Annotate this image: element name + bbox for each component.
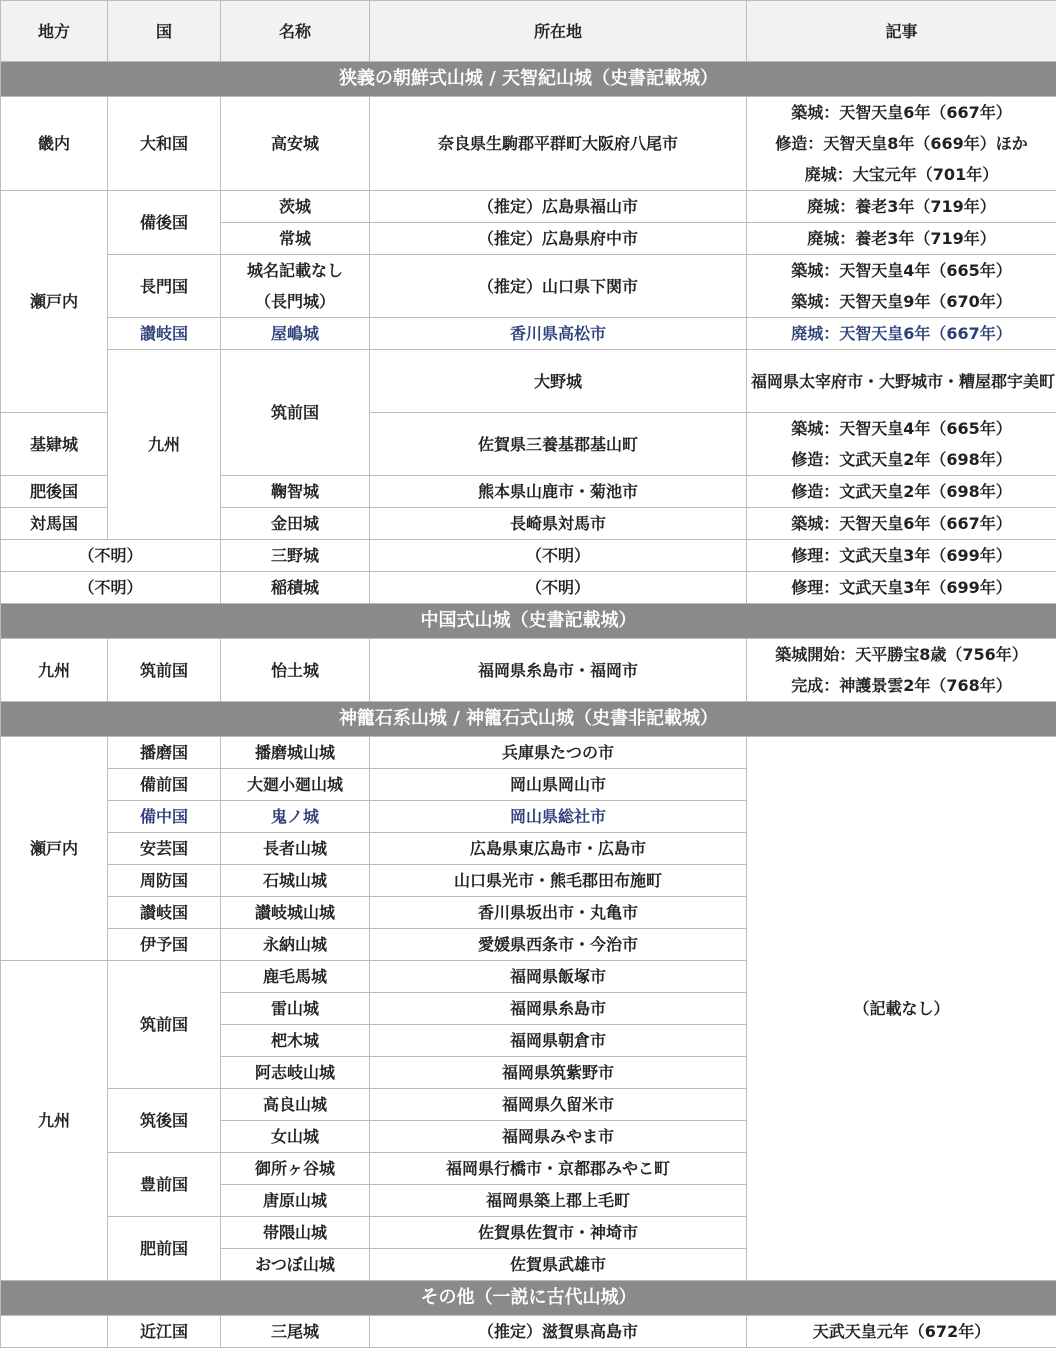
location-cell: 佐賀県三養基郡基山町 — [370, 413, 747, 476]
record-cell: 修造：文武天皇2年（698年） — [747, 476, 1056, 508]
location-cell: （不明） — [370, 572, 747, 604]
castle-name-link[interactable]: 屋嶋城 — [221, 318, 370, 350]
section-header — [1, 702, 1056, 737]
record-line: 廃城：大宝元年（701年） — [751, 159, 1052, 190]
castle-name-cell: 三野城 — [221, 540, 370, 572]
record-cell — [747, 413, 1056, 476]
record-cell: 修理：文武天皇3年（699年） — [747, 572, 1056, 604]
province-cell: 筑前国 — [221, 350, 370, 476]
record-cell: 築城：天智天皇6年（667年） — [747, 508, 1056, 540]
region-cell: 瀬戸内 — [1, 737, 108, 961]
region-cell: 畿内 — [1, 97, 108, 191]
table-row[interactable] — [1, 318, 1056, 350]
region-cell: 九州 — [108, 350, 221, 540]
location-cell: 福岡県築上郡上毛町 — [370, 1185, 747, 1217]
section-title-kogoishi: 神籠石系山城 / 神籠石式山城（史書非記載城） — [1, 702, 1056, 737]
province-cell: 筑前国 — [108, 961, 221, 1089]
castle-name-cell: 高安城 — [221, 97, 370, 191]
castle-name-cell: 怡土城 — [221, 639, 370, 702]
castle-name-cell: 金田城 — [221, 508, 370, 540]
castle-name-cell: 茨城 — [221, 191, 370, 223]
castle-name-cell: 阿志岐山城 — [221, 1057, 370, 1089]
location-cell: （不明） — [370, 540, 747, 572]
castle-name-cell: 女山城 — [221, 1121, 370, 1153]
location-cell: （推定）広島県福山市 — [370, 191, 747, 223]
table-row — [1, 350, 1056, 413]
province-cell: 伊予国 — [108, 929, 221, 961]
table-row — [1, 1316, 1056, 1348]
record-line: 築城開始：天平勝宝8歳（756年） — [751, 639, 1052, 670]
province-link[interactable]: 讃岐国 — [108, 318, 221, 350]
table-row — [1, 97, 1056, 191]
region-cell: 九州 — [1, 961, 108, 1281]
location-cell: 福岡県みやま市 — [370, 1121, 747, 1153]
location-cell: 福岡県糸島市 — [370, 993, 747, 1025]
header-record: 記事 — [747, 1, 1056, 62]
castle-name-line: （長門城） — [225, 286, 365, 317]
location-cell: 福岡県糸島市・福岡市 — [370, 639, 747, 702]
castle-name-cell: 雷山城 — [221, 993, 370, 1025]
table-row — [1, 540, 1056, 572]
castle-name-cell: 御所ヶ谷城 — [221, 1153, 370, 1185]
province-cell: 肥前国 — [108, 1217, 221, 1281]
record-line: 完成：神護景雲2年（768年） — [751, 670, 1052, 701]
record-cell: 廃城：養老3年（719年） — [747, 191, 1056, 223]
castle-name-cell: 大野城 — [370, 350, 747, 413]
section-header — [1, 604, 1056, 639]
castle-name-cell: 高良山城 — [221, 1089, 370, 1121]
section-title-chinese-style: 中国式山城（史書記載城） — [1, 604, 1056, 639]
section-title-other: その他（一説に古代山城） — [1, 1281, 1056, 1316]
location-cell: 山口県光市・熊毛郡田布施町 — [370, 865, 747, 897]
record-cell: 廃城：養老3年（719年） — [747, 223, 1056, 255]
province-cell: 播磨国 — [108, 737, 221, 769]
table-row — [1, 737, 1056, 769]
location-cell: 広島県東広島市・広島市 — [370, 833, 747, 865]
location-cell: 奈良県生駒郡平群町大阪府八尾市 — [370, 97, 747, 191]
castle-name-cell: 長者山城 — [221, 833, 370, 865]
location-cell: 長崎県対馬市 — [370, 508, 747, 540]
table-row — [1, 572, 1056, 604]
record-line: 修造：文武天皇2年（698年） — [751, 444, 1052, 475]
table-row — [1, 191, 1056, 223]
location-cell: （推定）山口県下関市 — [370, 255, 747, 318]
location-cell: 佐賀県武雄市 — [370, 1249, 747, 1281]
castle-name-cell: 三尾城 — [221, 1316, 370, 1348]
castle-name-cell: 永納山城 — [221, 929, 370, 961]
province-cell: 長門国 — [108, 255, 221, 318]
location-cell: 福岡県行橋市・京都郡みやこ町 — [370, 1153, 747, 1185]
location-cell: （推定）広島県府中市 — [370, 223, 747, 255]
region-cell — [1, 1316, 108, 1348]
record-line: 築城：天智天皇4年（665年） — [751, 255, 1052, 286]
province-cell: 備前国 — [108, 769, 221, 801]
location-cell: 福岡県筑紫野市 — [370, 1057, 747, 1089]
record-line: 修造：天智天皇8年（669年）ほか — [751, 128, 1052, 159]
castle-name-cell — [221, 255, 370, 318]
header-name: 名称 — [221, 1, 370, 62]
castle-name-cell: 常城 — [221, 223, 370, 255]
castle-name-cell: おつぼ山城 — [221, 1249, 370, 1281]
province-cell: 筑前国 — [108, 639, 221, 702]
region-cell: 瀬戸内 — [1, 191, 108, 413]
location-cell: 福岡県久留米市 — [370, 1089, 747, 1121]
location-cell: （推定）滋賀県高島市 — [370, 1316, 747, 1348]
location-cell: 熊本県山鹿市・菊池市 — [370, 476, 747, 508]
record-cell — [747, 97, 1056, 191]
province-link[interactable]: 備中国 — [108, 801, 221, 833]
header-location: 所在地 — [370, 1, 747, 62]
location-cell: 兵庫県たつの市 — [370, 737, 747, 769]
castle-name-cell: 鞠智城 — [221, 476, 370, 508]
record-cell — [747, 255, 1056, 318]
table-row — [1, 639, 1056, 702]
region-cell: 九州 — [1, 639, 108, 702]
castle-name-cell: 讃岐城山城 — [221, 897, 370, 929]
castle-name-cell: 鹿毛馬城 — [221, 961, 370, 993]
section-title-korean-style: 狭義の朝鮮式山城 / 天智紀山城（史書記載城） — [1, 62, 1056, 97]
province-cell: 豊前国 — [108, 1153, 221, 1217]
castle-name-cell: 石城山城 — [221, 865, 370, 897]
castle-name-link[interactable]: 鬼ノ城 — [221, 801, 370, 833]
location-cell: 岡山県岡山市 — [370, 769, 747, 801]
castle-name-cell: 帯隈山城 — [221, 1217, 370, 1249]
section-header — [1, 62, 1056, 97]
castle-name-line: 城名記載なし — [225, 255, 365, 286]
region-cell: （不明） — [1, 572, 221, 604]
castle-name-cell: 唐原山城 — [221, 1185, 370, 1217]
province-cell: 近江国 — [108, 1316, 221, 1348]
record-link[interactable]: 廃城：天智天皇6年（667年） — [747, 318, 1056, 350]
section-header — [1, 1281, 1056, 1316]
castle-name-cell: 杷木城 — [221, 1025, 370, 1057]
location-cell: 佐賀県佐賀市・神埼市 — [370, 1217, 747, 1249]
castle-name-cell: 基肄城 — [1, 413, 108, 476]
record-line: 築城：天智天皇6年（667年） — [751, 97, 1052, 128]
header-province: 国 — [108, 1, 221, 62]
record-cell: 天武天皇元年（672年） — [747, 1316, 1056, 1348]
castle-name-cell: 大廻小廻山城 — [221, 769, 370, 801]
province-cell: 備後国 — [108, 191, 221, 255]
location-cell: 福岡県飯塚市 — [370, 961, 747, 993]
record-line: 築城：天智天皇4年（665年） — [751, 413, 1052, 444]
province-cell: 対馬国 — [1, 508, 108, 540]
province-cell: 周防国 — [108, 865, 221, 897]
province-cell: 大和国 — [108, 97, 221, 191]
province-cell: 安芸国 — [108, 833, 221, 865]
table-row — [1, 255, 1056, 318]
region-cell: （不明） — [1, 540, 221, 572]
record-cell: （記載なし） — [747, 737, 1056, 1281]
record-cell — [747, 639, 1056, 702]
castle-name-cell: 播磨城山城 — [221, 737, 370, 769]
location-link[interactable]: 岡山県総社市 — [370, 801, 747, 833]
record-cell: 修理：文武天皇3年（699年） — [747, 540, 1056, 572]
province-cell: 讃岐国 — [108, 897, 221, 929]
province-cell: 肥後国 — [1, 476, 108, 508]
header-region: 地方 — [1, 1, 108, 62]
record-line: 築城：天智天皇9年（670年） — [751, 286, 1052, 317]
location-cell: 福岡県太宰府市・大野城市・糟屋郡宇美町 — [747, 350, 1056, 413]
location-link[interactable]: 香川県高松市 — [370, 318, 747, 350]
location-cell: 福岡県朝倉市 — [370, 1025, 747, 1057]
castle-name-cell: 稲積城 — [221, 572, 370, 604]
location-cell: 愛媛県西条市・今治市 — [370, 929, 747, 961]
province-cell: 筑後国 — [108, 1089, 221, 1153]
location-cell: 香川県坂出市・丸亀市 — [370, 897, 747, 929]
header-row — [1, 1, 1056, 62]
